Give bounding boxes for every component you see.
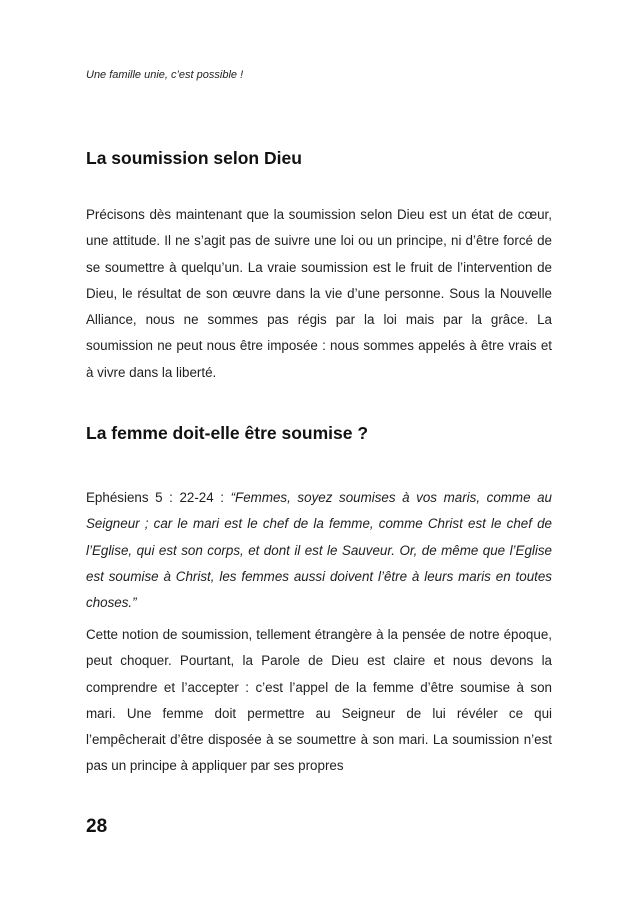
running-header: Une famille unie, c’est possible ! — [86, 69, 244, 81]
section-title-soumission: La soumission selon Dieu — [86, 148, 302, 168]
body-paragraph-soumission: Précisons dès maintenant que la soumission selon Dieu est un état de cœur, une attitude. Il ne s’agit pas de suivre une loi ou un principe, ni d’être forcé de se soumettre à quelqu’un. La vraie soumission est le fruit de l’intervention de Dieu, le résultat de son œuvre dans la vie d’une personne. Sous la Nouvelle Alliance, nous ne sommes pas régis par la loi mais par la grâce. La soumission ne peut nous être imposée : nous sommes appelés à être vrais et à vivre dans la liberté. — [86, 207, 552, 380]
body-paragraph-notion-soumission: Cette notion de soumission, tellement étrangère à la pensée de notre époque, peut choquer. Pourtant, la Parole de Dieu est claire et nous devons la comprendre et l’accepter : c’est l’appel de la femme d’être soumise à son mari. Une femme doit permettre au Seigneur de lui révéler ce qui l’empêcherait d’être disposée à se soumettre à son mari. La soumission n’est pas un principe à appliquer par ses propres — [86, 627, 552, 774]
verse-text: “Femmes, soyez soumises à vos maris, comme au Seigneur ; car le mari est le chef de la femme, comme Christ est le chef de l’Eglise, qui est son corps, et dont il est le Sauveur. Or, de même que l’Eglise est soumise à Christ, les femmes aussi doivent l’être à leurs maris en toutes choses.” — [86, 490, 552, 611]
scripture-quote-paragraph — [86, 485, 552, 616]
section-title-femme-soumise: La femme doit-elle être soumise ? — [86, 423, 369, 443]
page-number: 28 — [86, 816, 108, 837]
verse-reference: Ephésiens 5 : 22-24 : — [86, 490, 231, 505]
